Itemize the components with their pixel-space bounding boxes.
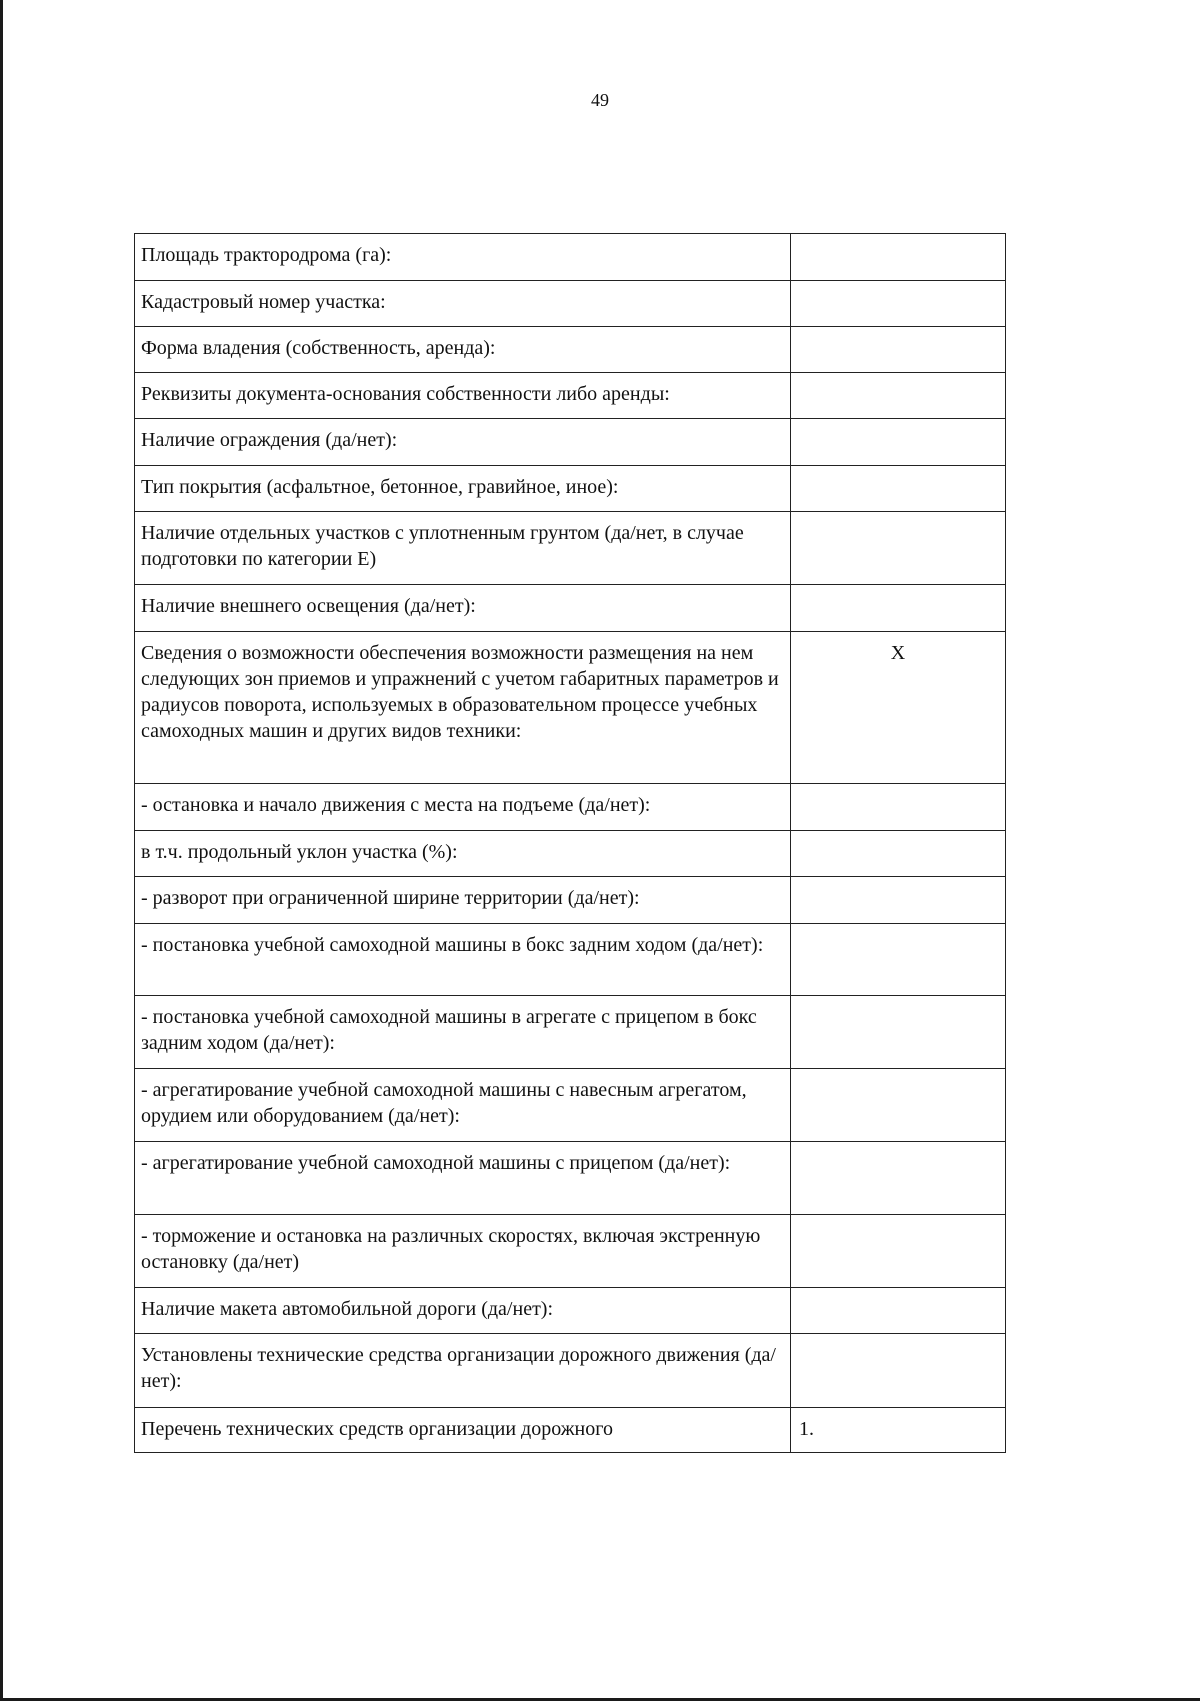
row-value bbox=[791, 1142, 1006, 1215]
row-label: Перечень технических средств организации дорожного bbox=[135, 1408, 791, 1453]
row-value bbox=[791, 924, 1006, 996]
row-value bbox=[791, 327, 1006, 373]
row-value: X bbox=[791, 632, 1006, 784]
row-label: Наличие ограждения (да/нет): bbox=[135, 419, 791, 466]
row-label: - разворот при ограниченной ширине территории (да/нет): bbox=[135, 877, 791, 924]
table-row bbox=[135, 1142, 1006, 1215]
table-row bbox=[135, 1215, 1006, 1288]
table-row bbox=[135, 996, 1006, 1069]
table-row bbox=[135, 632, 1006, 784]
tractordrome-info-table bbox=[134, 233, 1006, 1453]
row-label: Площадь трактородрома (га): bbox=[135, 234, 791, 281]
row-label: Наличие отдельных участков с уплотненным грунтом (да/нет, в случае подготовки по категории Е) bbox=[135, 512, 791, 585]
row-value bbox=[791, 281, 1006, 327]
row-value bbox=[791, 585, 1006, 632]
row-value: 1. bbox=[791, 1408, 1006, 1453]
row-label: Сведения о возможности обеспечения возможности размещения на нем следующих зон приемов и упражнений с учетом габаритных параметров и радиусов поворота, используемых в образовательном процессе учебных самоходных машин и других видов техники: bbox=[135, 632, 791, 784]
table-row bbox=[135, 466, 1006, 512]
row-label: - торможение и остановка на различных скоростях, включая экстренную остановку (да/нет) bbox=[135, 1215, 791, 1288]
row-label: Наличие внешнего освещения (да/нет): bbox=[135, 585, 791, 632]
row-value bbox=[791, 996, 1006, 1069]
row-label: - постановка учебной самоходной машины в бокс задним ходом (да/нет): bbox=[135, 924, 791, 996]
row-value bbox=[791, 373, 1006, 419]
table-row bbox=[135, 1408, 1006, 1453]
row-label: - остановка и начало движения с места на подъеме (да/нет): bbox=[135, 784, 791, 831]
table-row bbox=[135, 1069, 1006, 1142]
scan-edge-left bbox=[0, 0, 3, 1701]
row-value bbox=[791, 512, 1006, 585]
row-label: Установлены технические средства организации дорожного движения (да/нет): bbox=[135, 1334, 791, 1408]
table-row bbox=[135, 784, 1006, 831]
row-label: - агрегатирование учебной самоходной машины с прицепом (да/нет): bbox=[135, 1142, 791, 1215]
table-row bbox=[135, 1334, 1006, 1408]
row-label: - агрегатирование учебной самоходной машины с навесным агрегатом, орудием или оборудованием (да/нет): bbox=[135, 1069, 791, 1142]
row-value bbox=[791, 1334, 1006, 1408]
table-row bbox=[135, 1288, 1006, 1334]
row-value bbox=[791, 877, 1006, 924]
row-value bbox=[791, 784, 1006, 831]
table-row bbox=[135, 327, 1006, 373]
row-value bbox=[791, 1288, 1006, 1334]
row-value bbox=[791, 1069, 1006, 1142]
table-row bbox=[135, 877, 1006, 924]
table-row bbox=[135, 585, 1006, 632]
row-label: Кадастровый номер участка: bbox=[135, 281, 791, 327]
row-label: Реквизиты документа-основания собственности либо аренды: bbox=[135, 373, 791, 419]
row-value bbox=[791, 1215, 1006, 1288]
table-row bbox=[135, 419, 1006, 466]
row-label: - постановка учебной самоходной машины в агрегате с прицепом в бокс задним ходом (да/нет): bbox=[135, 996, 791, 1069]
row-label: Форма владения (собственность, аренда): bbox=[135, 327, 791, 373]
table-row bbox=[135, 281, 1006, 327]
row-value bbox=[791, 419, 1006, 466]
table-row bbox=[135, 512, 1006, 585]
row-value bbox=[791, 234, 1006, 281]
page-number: 49 bbox=[591, 90, 609, 110]
table-row bbox=[135, 234, 1006, 281]
row-value bbox=[791, 466, 1006, 512]
row-label: в т.ч. продольный уклон участка (%): bbox=[135, 831, 791, 877]
row-label: Тип покрытия (асфальтное, бетонное, гравийное, иное): bbox=[135, 466, 791, 512]
row-value bbox=[791, 831, 1006, 877]
table-row bbox=[135, 831, 1006, 877]
table-row bbox=[135, 373, 1006, 419]
table-row bbox=[135, 924, 1006, 996]
row-label: Наличие макета автомобильной дороги (да/нет): bbox=[135, 1288, 791, 1334]
